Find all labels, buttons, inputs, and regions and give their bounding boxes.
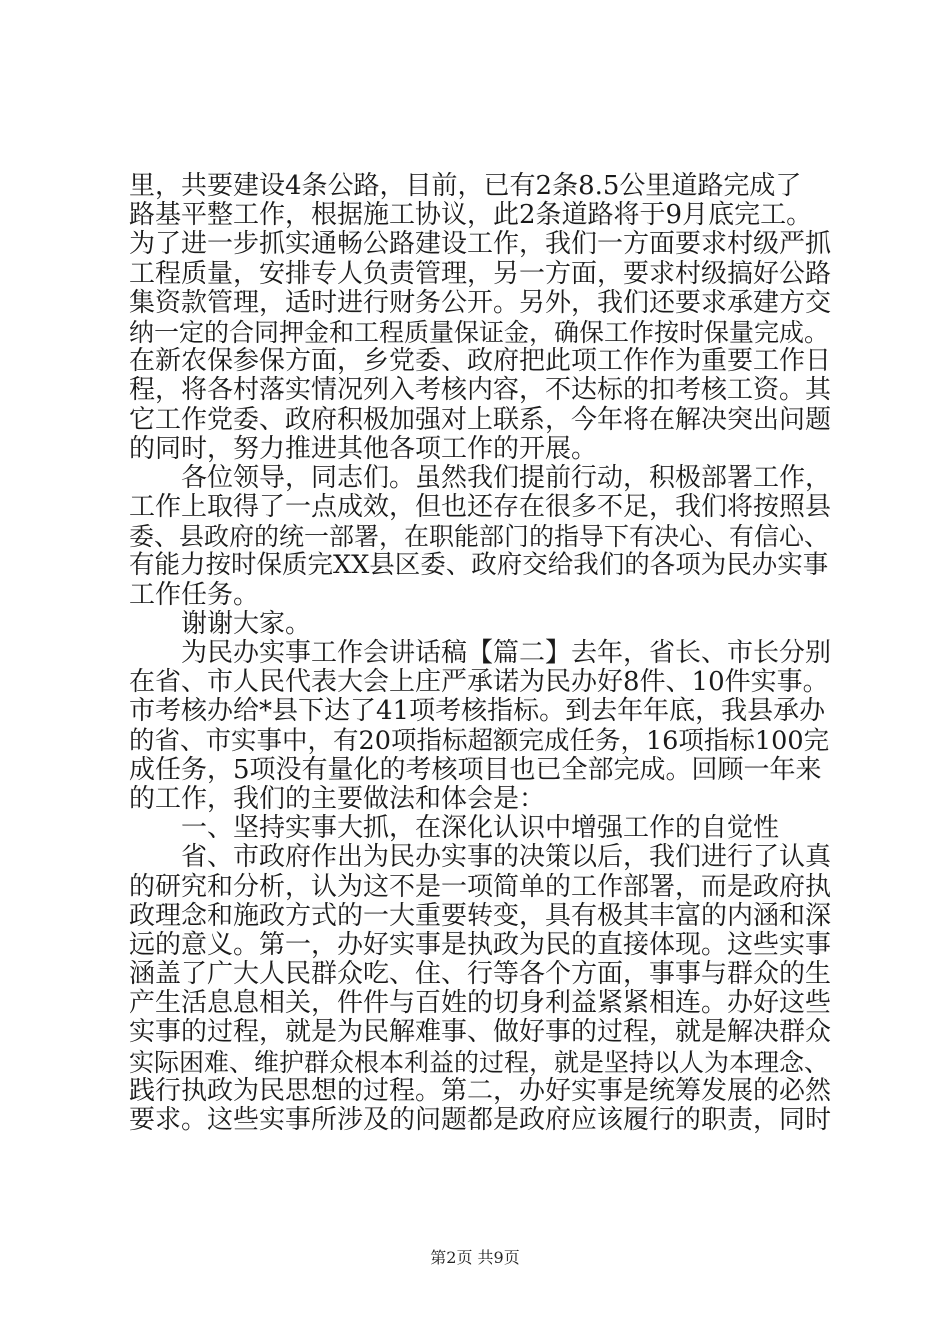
text-line: 工程质量，安排专人负责管理，另一方面，要求村级搞好公路 bbox=[129, 258, 832, 289]
text-line: 产生活息息相关，件件与百姓的切身利益紧紧相连。办好这些 bbox=[129, 988, 832, 1019]
text-line: 为了进一步抓实通畅公路建设工作，我们一方面要求村级严抓 bbox=[129, 229, 832, 260]
text-line: 委、县政府的统一部署，在职能部门的指导下有决心、有信心、 bbox=[129, 522, 830, 552]
text-line: 远的意义。第一，办好实事是执政为民的直接体现。这些实事 bbox=[129, 929, 832, 960]
text-line: 它工作党委、政府积极加强对上联系，今年将在解决突出问题 bbox=[129, 404, 832, 435]
text-line: 程，将各村落实情况列入考核内容，不达标的扣考核工资。其 bbox=[129, 375, 832, 406]
text-line: 实际困难、维护群众根本利益的过程，就是坚持以人为本理念、 bbox=[129, 1047, 830, 1077]
text-line: 集资款管理，适时进行财务公开。另外，我们还要求承建方交 bbox=[129, 287, 832, 318]
text-line: 有能力按时保质完XX县区委、政府交给我们的各项为民办实事 bbox=[129, 550, 829, 581]
text-line: 在新农保参保方面，乡党委、政府把此项工作作为重要工作日 bbox=[129, 346, 832, 377]
text-line: 政理念和施政方式的一大重要转变，具有极其丰富的内涵和深 bbox=[129, 900, 832, 931]
text-line: 的研究和分析，认为这不是一项简单的工作部署，而是政府执 bbox=[129, 871, 832, 902]
text-line: 的同时，努力推进其他各项工作的开展。 bbox=[129, 433, 598, 464]
text-line: 工作上取得了一点成效，但也还存在很多不足，我们将按照县 bbox=[129, 492, 832, 523]
text-line: 谢谢大家。 bbox=[181, 608, 312, 639]
text-line: 工作任务。 bbox=[129, 579, 260, 610]
text-line: 纳一定的合同押金和工程质量保证金，确保工作按时保量完成。 bbox=[129, 317, 830, 347]
text-line: 市考核办给*县下达了41项考核指标。到去年年底，我县承办 bbox=[129, 696, 826, 727]
text-line: 在省、市人民代表大会上庄严承诺为民办好8件、10件实事。 bbox=[129, 667, 829, 698]
text-line: 路基平整工作，根据施工协议，此2条道路将于9月底完工。 bbox=[129, 200, 813, 231]
text-line: 要求。这些实事所涉及的问题都是政府应该履行的职责，同时 bbox=[129, 1105, 832, 1135]
document-body bbox=[129, 172, 831, 1135]
text-line: 一、坚持实事大抓，在深化认识中增强工作的自觉性 bbox=[181, 813, 780, 844]
text-line: 践行执政为民思想的过程。第二，办好实事是统筹发展的必然 bbox=[129, 1075, 832, 1106]
text-line: 成任务，5项没有量化的考核项目也已全部完成。回顾一年来 bbox=[129, 754, 822, 785]
text-line: 实事的过程，就是为民解难事、做好事的过程，就是解决群众 bbox=[129, 1017, 832, 1048]
text-line: 里，共要建设4条公路，目前，已有2条8.5公里道路完成了 bbox=[129, 171, 802, 201]
text-line: 省、市政府作出为民办实事的决策以后，我们进行了认真 bbox=[181, 842, 832, 873]
page-number: 第2页 共9页 bbox=[430, 1248, 520, 1267]
text-line: 的省、市实事中，有20项指标超额完成任务，16项指标100完 bbox=[129, 725, 830, 756]
text-line: 为民办实事工作会讲话稿【篇二】去年，省长、市长分别 bbox=[181, 638, 832, 668]
text-line: 涵盖了广大人民群众吃、住、行等各个方面，事事与群众的生 bbox=[129, 959, 832, 990]
text-line: 各位领导，同志们。虽然我们提前行动，积极部署工作， bbox=[181, 462, 832, 493]
text-line: 的工作，我们的主要做法和体会是： bbox=[129, 783, 546, 814]
